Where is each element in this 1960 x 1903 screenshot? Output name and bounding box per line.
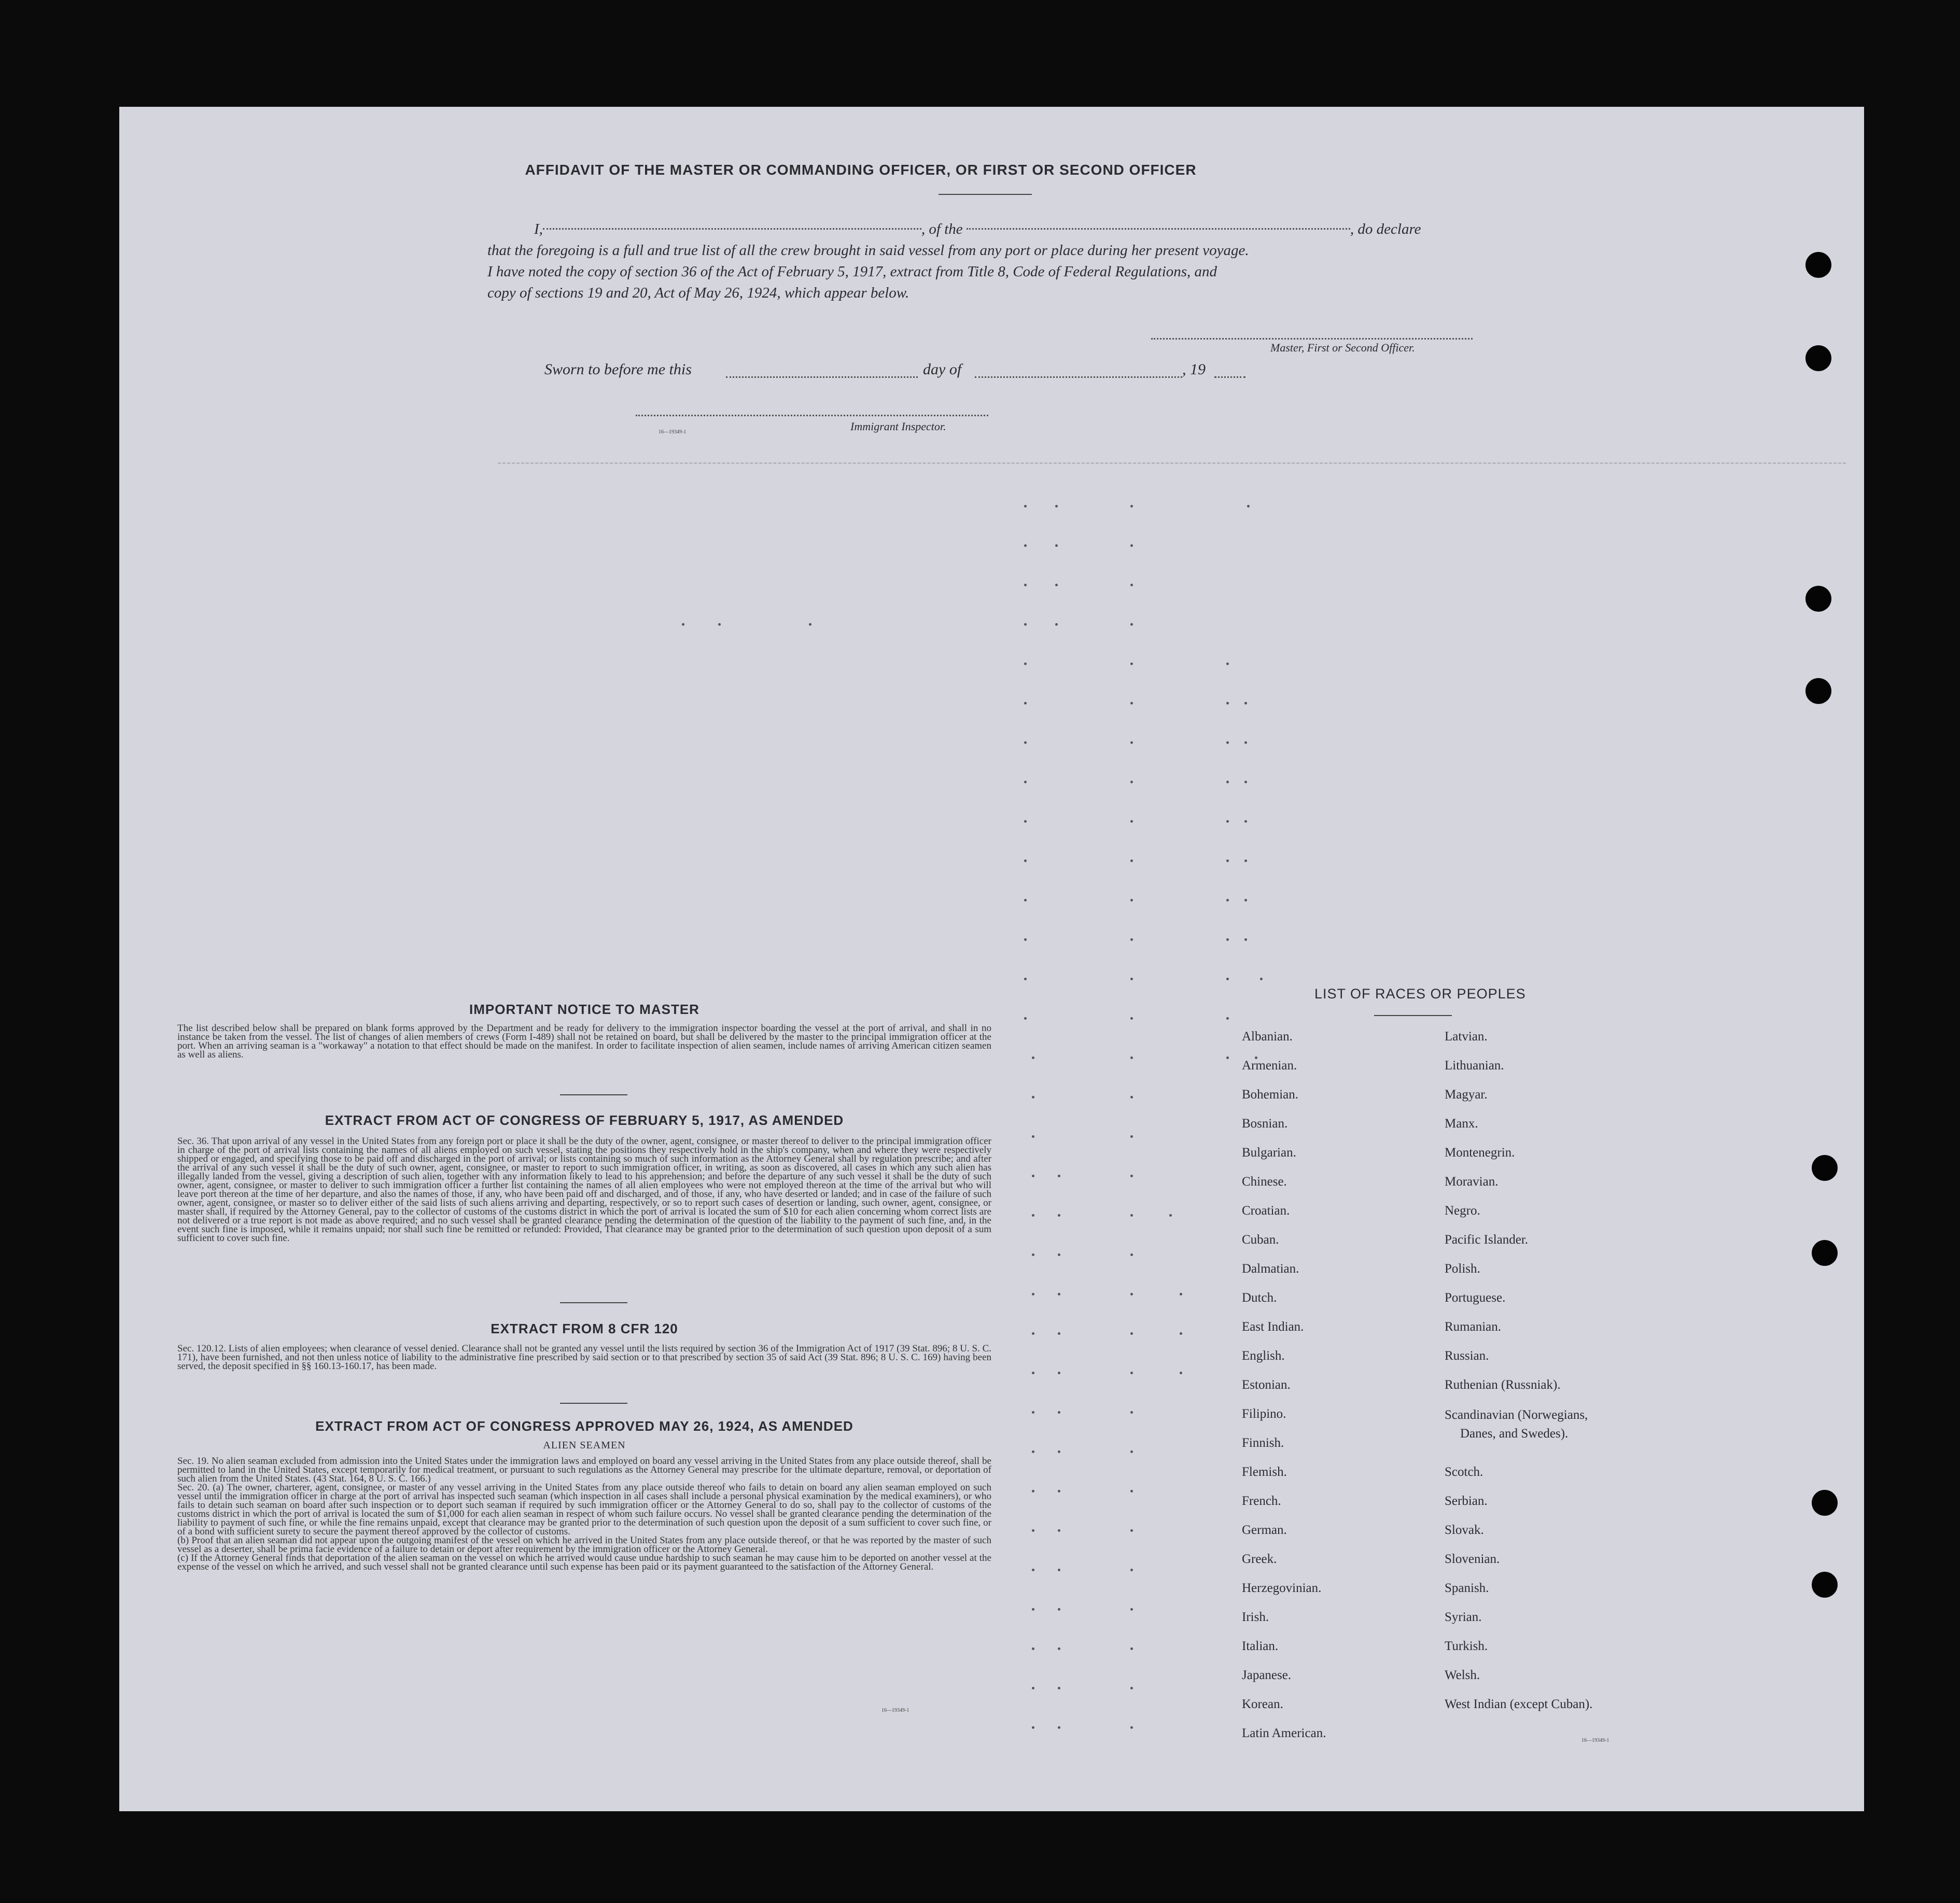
extract-1924-sec20c: (c) If the Attorney General finds that deportation of the alien seaman on the vessel on which he arrived would cause undue hardship to such seaman he may cause him to be deported on another vessel at the expense of the vessel on which he arrived, and such vessel shall not be granted clearance until such expense has been paid or its payment guaranteed to the satisfaction of the Attorney General. [177,1553,991,1572]
race-item: Moravian. [1445,1175,1499,1189]
extract-1917-body: Sec. 36. That upon arrival of any vessel in the United States from any foreign port or place it shall be the duty of the owner, agent, consignee, or master thereof to deliver to the principal immigration officer in charge of the port of arrival lists containing the names of all aliens employed on such vessel, stating the positions they respectively hold in the ship's company, when and where they were respectively shipped or engaged, and specifying those to be paid off and discharged in the port of arrival; or lists containing so much of such information as the Attorney General shall by regulation prescribe; and after the arrival of any such vessel it shall be the duty of such owner, agent, consignee, or master to report to such immigration officer, in writing, as soon as discovered, all cases in which any such alien has illegally landed from the vessel, giving a description of such alien, together with any information likely to lead to his apprehension; and before the departure of any such vessel it shall be the duty of such owner, agent, consignee, or master to deliver to such immigration officer a further list containing the names of all alien employees who were not employed thereon at the time of the arrival but who will leave port thereon at the time of her departure, and also the names of those, if any, who have been paid off and discharged, and of those, if any, who have deserted or landed; and in case of the failure of such owner, agent, consignee, or master so to deliver either of the said lists of such aliens arriving and departing, respectively, or so to report such cases of desertion or landing, such owner, agent, consignee, or master shall, if required by the Attorney General, pay to the collector of customs of the customs district in which the port of arrival is located the sum of $10 for each alien concerning whom correct lists are not delivered or a true report is not made as above required; and no such vessel shall be granted clearance pending the determination of the question of the liability to the payment of such fine, and, in the event such fine is imposed, while it remains unpaid; nor shall such fine be remitted or refunded: Provided, That clearance may be granted prior to the determination of such question upon deposit of a sum sufficient to cover such fine. [177,1136,991,1244]
affidavit-body [487,219,1597,304]
punch-hole [1812,1490,1838,1516]
affidavit-i: I, [534,221,543,237]
race-item: Scotch. [1445,1465,1483,1479]
race-item: Estonian. [1242,1378,1291,1392]
race-item: Turkish. [1445,1639,1488,1653]
top-form-number: 16—19349-1 [659,429,687,435]
race-item: Finnish. [1242,1436,1284,1450]
extract-1924-sec20b: (b) Proof that an alien seaman did not appear upon the outgoing manifest of the vessel on which he arrived in the United States from any place outside thereof, or that he was reported by the master of such vessel as a deserter, shall be prima facie evidence of a failure to detain or deport after requirement by the immigration officer or the Attorney General. [177,1535,991,1555]
punch-hole [1805,345,1831,371]
extract-1924-sec19: Sec. 19. No alien seaman excluded from admission into the United States under the immigration laws and employed on board any vessel arriving in the United States from any place outside thereof, shall be permitted to land in the United States, except temporarily for medical treatment, or pursuant to such regulations as the Attorney General may prescribe for the ultimate departure, removal, or deportation of such alien from the United States. (43 Stat. 164, 8 U. S. C. 166.) [177,1456,991,1484]
punch-hole [1812,1240,1838,1266]
race-item: German. [1242,1523,1287,1537]
race-item: Albanian. [1242,1030,1293,1044]
races-heading: LIST OF RACES OR PEOPLES [1314,986,1526,1002]
affidavit-of-the: , of the [921,221,963,237]
year-label: , 19 [1182,361,1206,378]
extract-1917-heading: EXTRACT FROM ACT OF CONGRESS OF FEBRUARY 5, 1917, AS AMENDED [325,1112,844,1128]
race-item: Filipino. [1242,1407,1286,1421]
race-item: East Indian. [1242,1320,1304,1334]
day-of-label: day of [923,361,962,378]
punch-hole [1805,252,1831,278]
sworn-label: Sworn to before me this [544,361,692,378]
race-item: Dutch. [1242,1291,1277,1305]
race-item: Negro. [1445,1204,1480,1218]
important-notice [177,1002,991,1059]
race-item: Irish. [1242,1610,1269,1624]
race-item: Russian. [1445,1349,1489,1363]
race-item: Japanese. [1242,1668,1292,1682]
affidavit-declare: , do declare [1350,221,1421,237]
race-item: Latin American. [1242,1726,1326,1740]
form-page [119,107,1864,1811]
extract-1917 [177,1112,991,1243]
race-item: Magyar. [1445,1088,1488,1102]
race-item: Portuguese. [1445,1291,1506,1305]
race-item: Syrian. [1445,1610,1482,1624]
race-item: Herzegovinian. [1242,1581,1322,1595]
race-item: Bulgarian. [1242,1146,1296,1160]
race-item: English. [1242,1349,1285,1363]
race-item: Bosnian. [1242,1117,1288,1131]
affidavit-line-4: copy of sections 19 and 20, Act of May 26, 1924, which appear below. [487,285,909,301]
extract-cfr-divider [560,1403,627,1404]
race-item: Scandinavian (Norwegians, [1445,1408,1588,1422]
extract-cfr [177,1321,991,1371]
notice-divider [560,1094,627,1095]
affidavit-title: AFFIDAVIT OF THE MASTER OR COMMANDING OFFICER, OR FIRST OR SECOND OFFICER [525,162,1197,178]
race-item: Welsh. [1445,1668,1480,1682]
extract-1924-sec20a: Sec. 20. (a) The owner, charterer, agent, consignee, or master of any vessel arriving in the United States from any place outside thereof who fails to detain on board any alien seaman employed on such vessel until the immigration officer in charge at the port of arrival has inspected such seaman (which inspection in all cases shall include a personal physical examination by the medical examiners), or who fails to detain such seaman on board after such inspection or to deport such seaman if required by such immigration officer or the Attorney General to do so, shall pay to the collector of customs of the customs district in which the port of arrival is located the sum of $1,000 for each alien seaman in respect of whom such failure occurs. No vessel shall be granted clearance pending the determination of the liability to payment of such fine, or while the fine remains unpaid, except that clearance may be granted prior to the determination of such question upon the deposit of a sum sufficient to cover such fine, or of a bond with sufficient surety to secure the payment thereof approved by the collector of customs. [177,1482,991,1537]
inspector-signature-line[interactable] [636,415,988,416]
affidavit-line-1 [487,219,1597,240]
race-item: Spanish. [1445,1581,1489,1595]
extract-cfr-heading: EXTRACT FROM 8 CFR 120 [491,1321,678,1336]
race-item: Italian. [1242,1639,1279,1653]
race-item: Croatian. [1242,1204,1290,1218]
extract-1924 [177,1418,991,1571]
notice-heading: IMPORTANT NOTICE TO MASTER [469,1002,699,1017]
faint-header-marks [498,462,1846,466]
race-item: Danes, and Swedes). [1460,1427,1569,1441]
punch-hole [1805,586,1831,612]
race-item: Armenian. [1242,1059,1297,1073]
sworn-day-blank[interactable] [726,376,918,378]
extract-1924-heading: EXTRACT FROM ACT OF CONGRESS APPROVED MAY 26, 1924, AS AMENDED [315,1418,853,1434]
extract-1917-divider [560,1302,627,1303]
master-signature-line[interactable] [1151,338,1473,340]
races-form-number: 16—19349-1 [1581,1738,1609,1743]
race-item: Manx. [1445,1117,1478,1131]
race-item: Cuban. [1242,1233,1279,1247]
affidavit-line-2: that the foregoing is a full and true list of all the crew brought in said vessel from any port or place during her present voyage. [487,242,1249,259]
master-signature-label: Master, First or Second Officer. [1270,341,1415,354]
race-item: Dalmatian. [1242,1262,1299,1276]
year-blank[interactable] [1214,376,1245,378]
race-item: French. [1242,1494,1281,1508]
extract-cfr-body: Sec. 120.12. Lists of alien employees; when clearance of vessel denied. Clearance shall not be granted any vessel until the lists required by section 36 of the Immigration Act of 1917 (39 Stat. 896; 8 U. S. C. 171), have been furnished, and not then unless notice of liability to the administrative fine prescribed by said section or to that prescribed by section 35 of said Act (39 Stat. 896; 8 U. S. C. 169) having been served, the deposit specified in §§ 160.13-160.17, has been made. [177,1343,991,1372]
race-item: Slovak. [1445,1523,1484,1537]
punch-hole [1805,678,1831,704]
punch-hole [1812,1155,1838,1181]
race-item: West Indian (except Cuban). [1445,1697,1593,1711]
race-item: Lithuanian. [1445,1059,1504,1073]
races-divider [1374,1015,1452,1016]
race-item: Montenegrin. [1445,1146,1515,1160]
affidavit-line-3: I have noted the copy of section 36 of the Act of February 5, 1917, extract from Title 8, Code of Federal Regulations, and [487,263,1217,280]
vessel-blank[interactable] [967,228,1350,230]
race-item: Rumanian. [1445,1320,1502,1334]
bottom-left-form-number: 16—19349-1 [881,1708,909,1713]
punch-hole [1812,1572,1838,1598]
title-divider [939,194,1032,195]
race-item: Polish. [1445,1262,1480,1276]
sworn-month-blank[interactable] [975,376,1182,378]
race-item: Flemish. [1242,1465,1287,1479]
race-item: Ruthenian (Russniak). [1445,1378,1561,1392]
race-item: Greek. [1242,1552,1277,1566]
inspector-label: Immigrant Inspector. [850,420,946,433]
race-item: Slovenian. [1445,1552,1500,1566]
race-item: Pacific Islander. [1445,1233,1529,1247]
race-item: Bohemian. [1242,1088,1299,1102]
name-blank[interactable] [543,228,921,230]
race-item: Serbian. [1445,1494,1488,1508]
race-item: Latvian. [1445,1030,1488,1044]
race-item: Korean. [1242,1697,1283,1711]
extract-1924-subheading: ALIEN SEAMEN [543,1440,626,1451]
race-item: Chinese. [1242,1175,1287,1189]
notice-body: The list described below shall be prepared on blank forms approved by the Department and be ready for delivery to the immigration inspector boarding the vessel at the port of arrival, and shall in no instance be taken from the vessel. The list of changes of alien members of crews (Form I-489) shall not be retained on board, but shall be delivered by the master to the principal immigration officer at the port. When an arriving seaman is a "workaway" a notation to that effect should be made on the manifest. In order to facilitate inspection of alien seamen, include names of arriving American citizen seamen as well as aliens. [177,1023,991,1060]
